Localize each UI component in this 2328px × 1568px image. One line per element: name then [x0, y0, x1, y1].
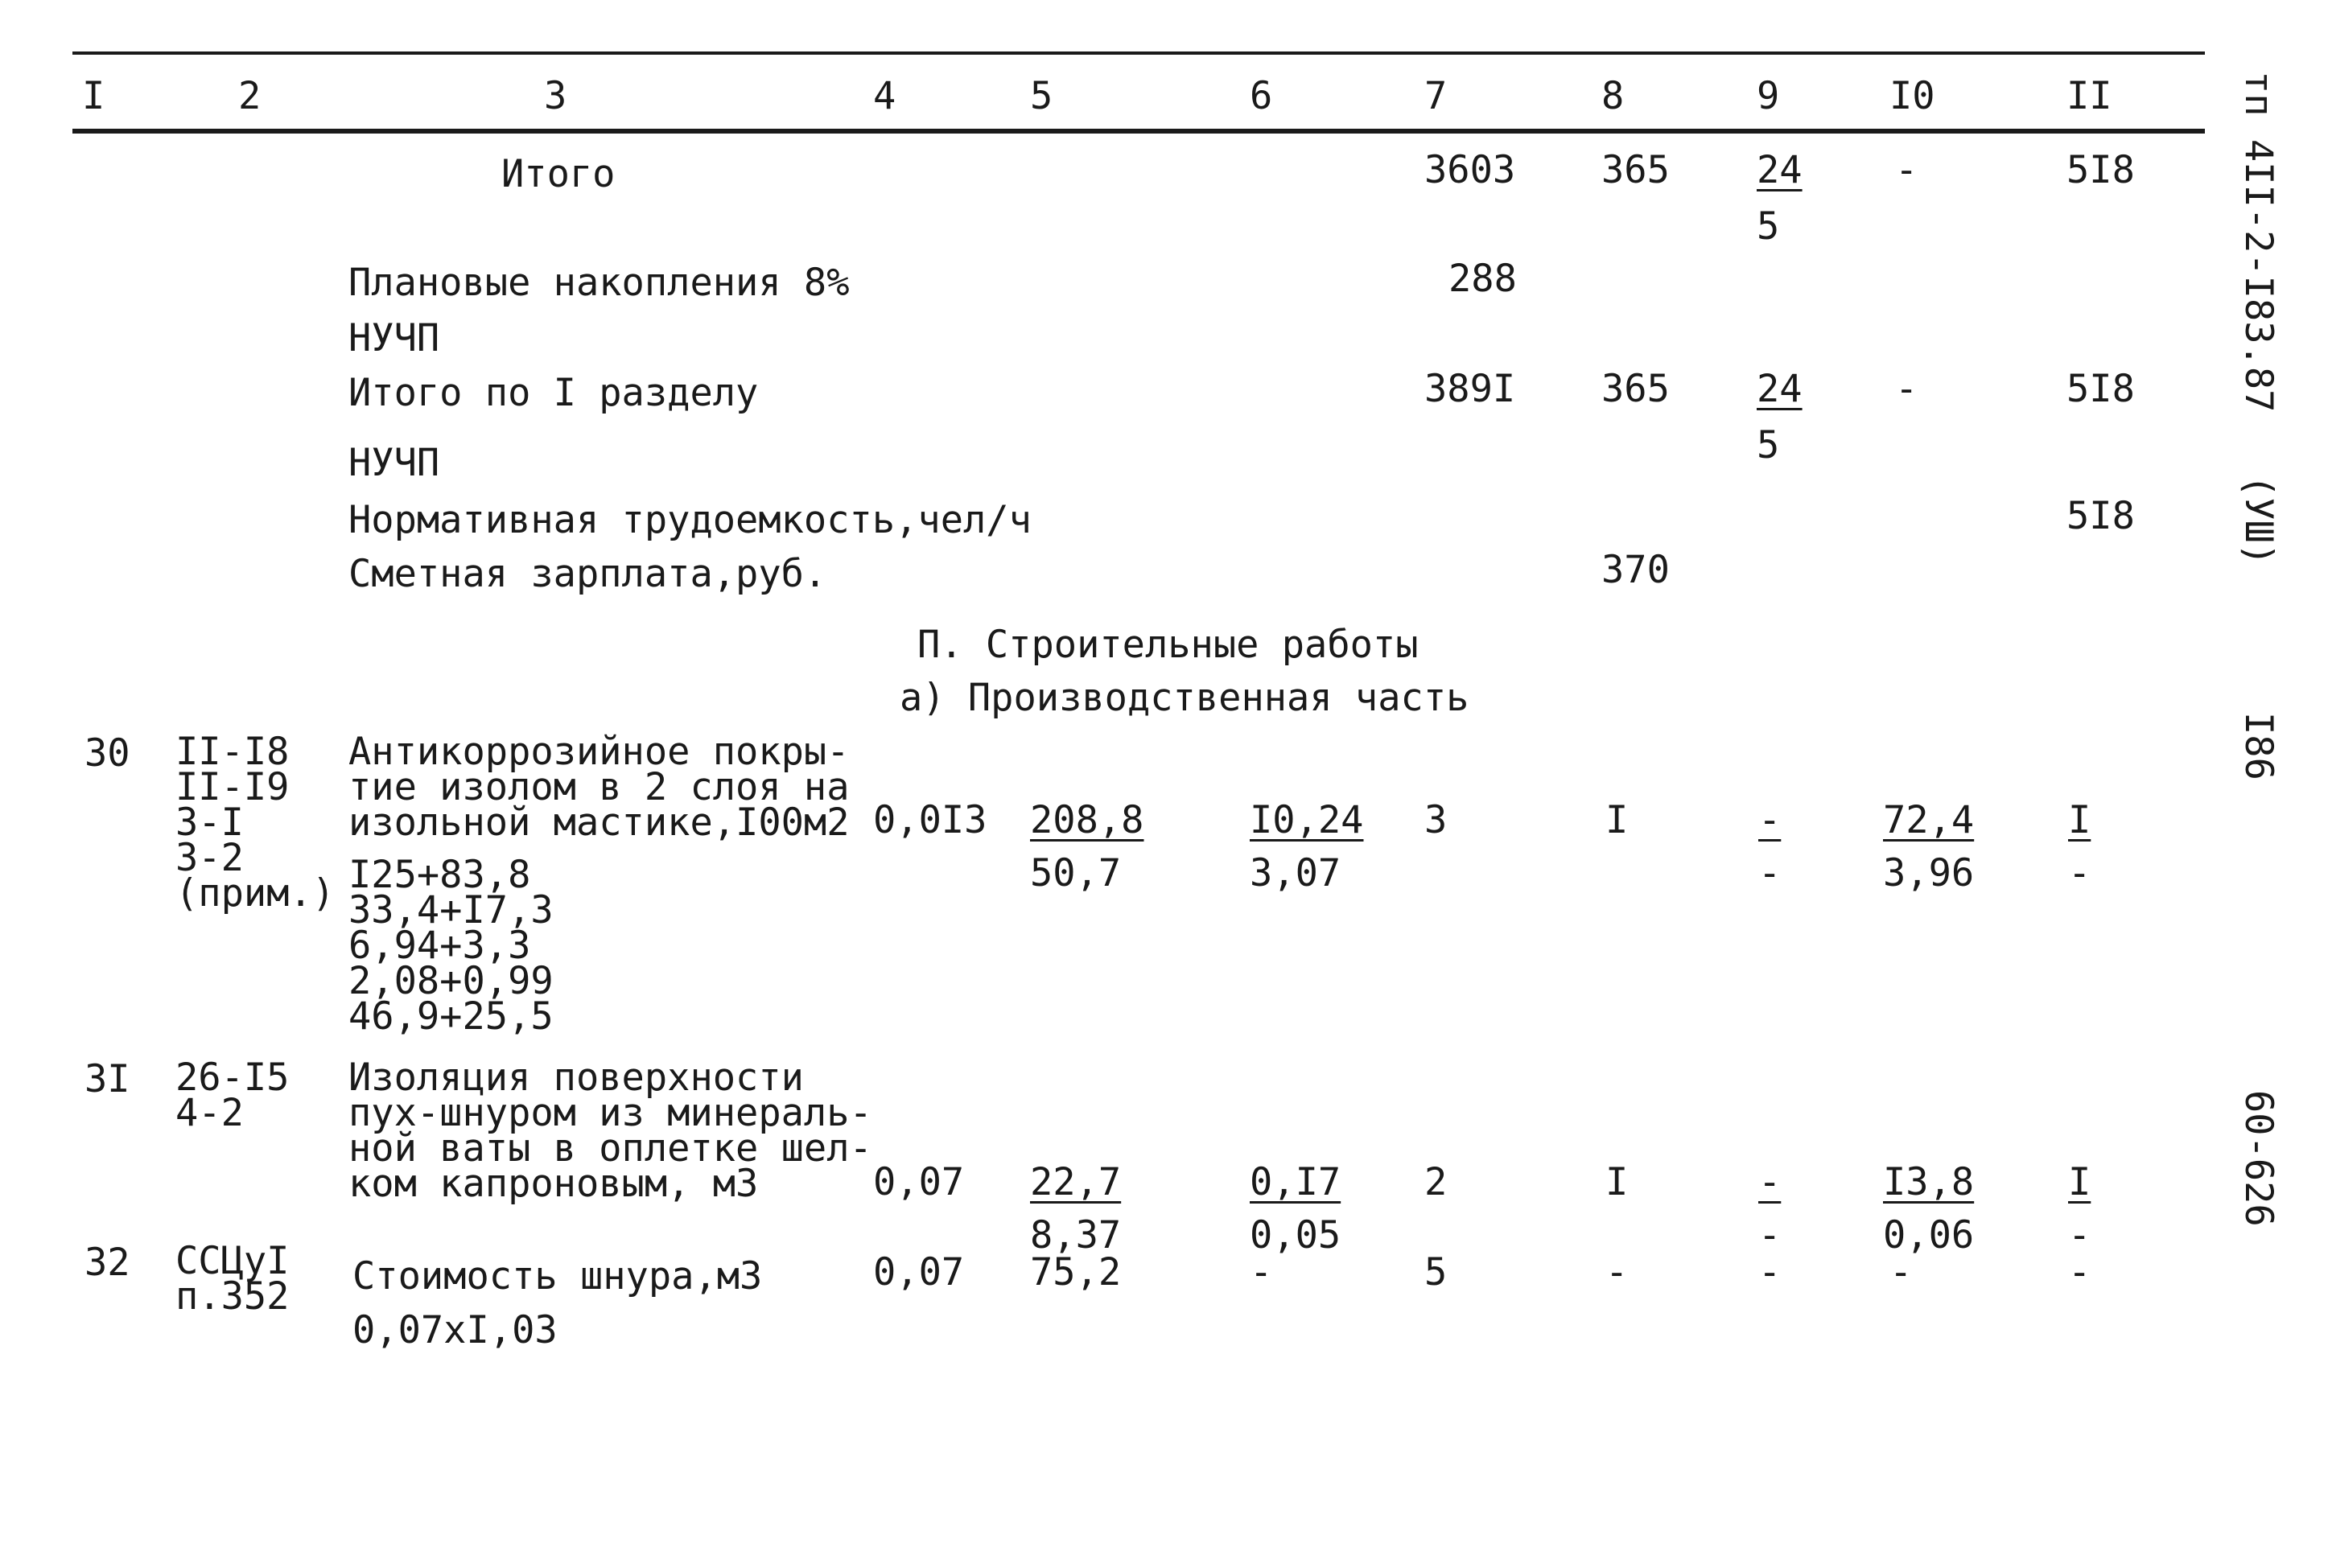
section-total-c10: -: [1895, 367, 1918, 411]
row-c5-top: 22,7: [1030, 1160, 1122, 1204]
section-title: П. Строительные работы: [917, 623, 1419, 667]
section-total-label: Итого по I разделу: [348, 371, 759, 415]
sheet-number: 60-626: [2236, 1090, 2281, 1227]
section-subtitle: а) Производственная часть: [900, 676, 1469, 720]
col-header-5: 5: [1030, 74, 1053, 118]
row-c8: I: [1605, 798, 1629, 842]
row-c7: 2: [1424, 1160, 1448, 1204]
row-c5-bottom: 50,7: [1030, 851, 1122, 895]
col-header-8: 8: [1601, 74, 1625, 118]
doc-code: тп 4II-2-I83.87: [2236, 71, 2281, 413]
row-c4: 0,07: [873, 1250, 965, 1294]
row-c9-top: -: [1758, 1160, 1782, 1204]
col-header-10: I0: [1889, 74, 1935, 118]
section-total-c8: 365: [1601, 367, 1670, 411]
row-number: 3I: [84, 1057, 130, 1101]
section-total-c9-top: 24: [1757, 367, 1803, 411]
row-c9-top: -: [1758, 798, 1782, 842]
row-c5-top: 208,8: [1030, 798, 1144, 842]
section-total-c11: 5I8: [2066, 367, 2135, 411]
total-c10: -: [1895, 148, 1918, 192]
total-c11: 5I8: [2066, 148, 2135, 192]
col-header-2: 2: [238, 74, 262, 118]
total-c9-bottom: 5: [1757, 204, 1780, 249]
row-c10-top: 72,4: [1883, 798, 1975, 842]
row-c9-bottom: -: [1758, 1213, 1782, 1257]
row-c11-bottom: -: [2068, 851, 2091, 895]
wage-c8: 370: [1601, 548, 1670, 592]
row-number: 30: [84, 731, 130, 776]
row-c11-bottom: -: [2068, 1213, 2091, 1257]
row-c4: 0,0I3: [873, 798, 987, 842]
row-c7: 3: [1424, 798, 1448, 842]
row-c9: -: [1758, 1250, 1782, 1294]
row-description: Стоимость шнура,м3: [352, 1254, 763, 1298]
col-header-6: 6: [1250, 74, 1273, 118]
row-code: 26-I5 4-2: [175, 1056, 290, 1135]
row-c6-bottom: 3,07: [1250, 851, 1341, 895]
row-c4: 0,07: [873, 1160, 965, 1204]
row-description: Изоляция поверхности пух-шнуром из минераль- ной ваты в оплетке шел- ком капроновым, м3: [348, 1056, 872, 1206]
section-total-c9-bottom: 5: [1757, 423, 1780, 467]
volume-mark: (УШ): [2236, 475, 2281, 566]
row-c8: -: [1605, 1250, 1629, 1294]
row-c8: I: [1605, 1160, 1629, 1204]
row-code: II-I8 II-I9 3-I 3-2 (прим.): [175, 730, 336, 916]
savings-c7: 288: [1448, 257, 1517, 301]
col-header-4: 4: [873, 74, 896, 118]
page-number: I86: [2236, 712, 2281, 780]
row-c6-top: 0,I7: [1250, 1160, 1341, 1204]
total-c9-top: 24: [1757, 148, 1803, 192]
row-c11-top: I: [2068, 1160, 2091, 1204]
row-c10: -: [1889, 1250, 1913, 1294]
row-c6-bottom: 0,05: [1250, 1213, 1341, 1257]
row-c11-top: I: [2068, 798, 2091, 842]
row-c5: 75,2: [1030, 1250, 1122, 1294]
row-c9-bottom: -: [1758, 851, 1782, 895]
col-header-1: I: [82, 74, 105, 118]
savings-label: Плановые накопления 8%: [348, 261, 850, 305]
col-header-11: II: [2066, 74, 2112, 118]
row-c10-top: I3,8: [1883, 1160, 1975, 1204]
total-c7: 3603: [1424, 148, 1516, 192]
row-c10-bottom: 0,06: [1883, 1213, 1975, 1257]
top-rule: [72, 51, 2205, 55]
row-c10-bottom: 3,96: [1883, 851, 1975, 895]
total-c8: 365: [1601, 148, 1670, 192]
section-total-c7: 389I: [1424, 367, 1516, 411]
labor-c11: 5I8: [2066, 494, 2135, 538]
col-header-9: 9: [1757, 74, 1780, 118]
row-calculation: 0,07xI,03: [352, 1308, 558, 1352]
col-header-3: 3: [544, 74, 567, 118]
row-c7: 5: [1424, 1250, 1448, 1294]
nuchp-label-2: НУЧП: [348, 441, 440, 485]
nuchp-label: НУЧП: [348, 316, 440, 360]
row-number: 32: [84, 1241, 130, 1285]
wage-label: Сметная зарплата,руб.: [348, 552, 827, 596]
row-c11: -: [2068, 1250, 2091, 1294]
col-header-7: 7: [1424, 74, 1448, 118]
row-c6-top: I0,24: [1250, 798, 1364, 842]
row-calculation: I25+83,8 33,4+I7,3 6,94+3,3 2,08+0,99 46,9+25,5: [348, 853, 554, 1039]
header-rule: [72, 129, 2205, 134]
total-label: Итого: [501, 152, 616, 196]
row-c5-bottom: 8,37: [1030, 1213, 1122, 1257]
row-code: ССЦуI п.352: [175, 1239, 290, 1319]
row-c6: -: [1250, 1250, 1273, 1294]
labor-label: Нормативная трудоемкость,чел/ч: [348, 498, 1032, 542]
row-description: Антикоррозийное покры- тие изолом в 2 слоя на изольной мастике,I00м2: [348, 730, 850, 845]
